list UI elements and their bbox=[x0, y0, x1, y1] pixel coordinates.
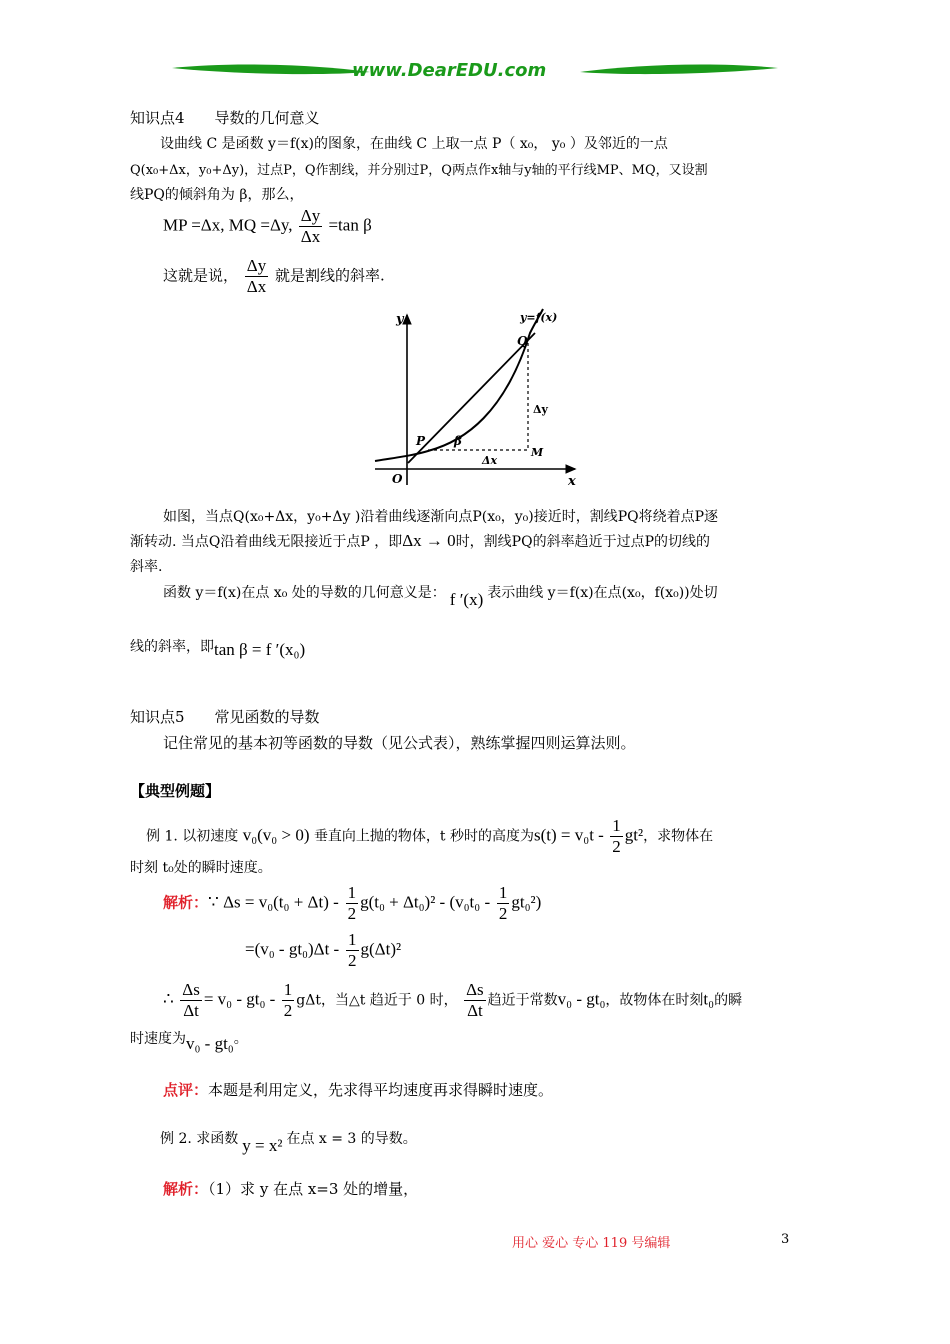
sol2-a: =(v₀ - gt₀)Δt - bbox=[245, 939, 340, 959]
say-suffix: 就是割线的斜率. bbox=[275, 266, 385, 285]
line5-a: 线的斜率，即 bbox=[130, 639, 214, 655]
sol3-a: ∴ bbox=[163, 989, 174, 1009]
ex1-a: 例 1. 以初速度 bbox=[146, 828, 239, 845]
sol3-t0: t₀ bbox=[703, 989, 715, 1009]
kp4-p1-line2: Q(x₀+Δx，y₀+Δy)，过点P，Q作割线，并分别过P，Q两点作x轴与y轴的平行线MP、MQ，又设割 bbox=[130, 163, 708, 178]
delta-y-label: Δy bbox=[533, 403, 548, 416]
ex2-sol bbox=[163, 1178, 418, 1199]
sol4-a: 时速度为 bbox=[130, 1031, 186, 1047]
sol3-den2: Δt bbox=[467, 1001, 483, 1020]
formula-num: Δy bbox=[300, 206, 321, 225]
ex2-line1 bbox=[160, 1128, 417, 1155]
ex1-sol-label: 解析： bbox=[163, 893, 209, 912]
ex1-math1: v₀(v₀ > 0) bbox=[242, 825, 310, 845]
sol3-e: ，故物体在时刻 bbox=[605, 992, 704, 1009]
ex2-sol-label: 解析： bbox=[163, 1180, 209, 1198]
sol1-half2: $\frac{1}{2}$ bbox=[498, 883, 508, 923]
footer-text: 用心 爱心 专心 119 号编辑 bbox=[512, 1236, 671, 1251]
say-prefix: 这就是说， bbox=[163, 266, 239, 285]
secant-figure bbox=[370, 303, 585, 493]
say-fraction bbox=[245, 256, 268, 297]
header-site: www.DearEDU.com bbox=[352, 60, 547, 81]
kp4b-line2 bbox=[130, 531, 710, 551]
ex1-sol2 bbox=[245, 930, 401, 971]
point-m-label: M bbox=[531, 446, 544, 459]
examples-header: 【典型例题】 bbox=[130, 782, 221, 800]
ex1-line2: 时刻 t₀处的瞬时速度。 bbox=[130, 860, 272, 876]
x-axis-label: x bbox=[568, 474, 576, 489]
sol1-b: g(t₀ + Δt₀)² - (v₀t₀ - bbox=[360, 892, 491, 912]
kp4b-line5 bbox=[130, 636, 306, 659]
origin-label: O bbox=[392, 472, 403, 486]
line4-math: f ′(x) bbox=[449, 590, 484, 609]
ex1-b: 垂直向上抛的物体，t 秒时的高度为 bbox=[313, 828, 535, 845]
kp4-p1-line3: 线PQ的倾斜角为 β，那么， bbox=[130, 187, 304, 203]
ex2-sol-text: （1）求 y 在点 x=3 处的增量， bbox=[208, 1180, 419, 1198]
secant-line bbox=[408, 333, 535, 463]
ex1-sol4 bbox=[130, 1028, 248, 1053]
sol3-den: Δt bbox=[183, 1001, 199, 1020]
formula-prefix: MP =Δx, MQ =Δy, bbox=[163, 215, 293, 235]
comment-text: 本题是利用定义，先求得平均速度再求得瞬时速度。 bbox=[208, 1081, 554, 1099]
kp5-text: 记住常见的基本初等函数的导数（见公式表），熟练掌握四则运算法则。 bbox=[163, 734, 636, 752]
sol3-d: 趋近于常数 bbox=[487, 992, 558, 1009]
page-number: 3 bbox=[781, 1232, 790, 1247]
sol3-num: Δs bbox=[182, 980, 200, 999]
sol2-b: g(Δt)² bbox=[360, 939, 402, 959]
line2-b: 时，割线PQ的斜率趋近于过点P的切线的 bbox=[455, 534, 711, 550]
sol3-num2: Δs bbox=[466, 980, 484, 999]
kp4-say bbox=[163, 256, 385, 297]
formula-suffix: =tan β bbox=[328, 215, 372, 235]
say-num: Δy bbox=[246, 256, 267, 275]
line2-math: Δx → 0 bbox=[402, 531, 456, 550]
sol1-c: gt₀²) bbox=[511, 892, 542, 912]
ex1-comment bbox=[163, 1079, 553, 1100]
sol3-c: gΔt，当△t 趋近于 0 时， bbox=[296, 992, 458, 1009]
right-swoosh bbox=[580, 65, 778, 75]
kp4-formula bbox=[163, 206, 372, 247]
ex2-math: y = x² bbox=[242, 1136, 283, 1155]
sol1-a: ∵ Δs = v₀(t₀ + Δt) - bbox=[208, 892, 339, 912]
formula-fraction bbox=[299, 206, 322, 247]
left-swoosh bbox=[172, 65, 370, 75]
sol3-frac2 bbox=[464, 980, 486, 1021]
sol3-b: = v₀ - gt₀ - bbox=[203, 989, 276, 1009]
sol3-math: v₀ - gt₀ bbox=[557, 989, 606, 1009]
kp4b-line4 bbox=[163, 582, 718, 609]
say-den: Δx bbox=[246, 277, 267, 296]
curve-label: y=f(x) bbox=[520, 311, 558, 324]
formula-den: Δx bbox=[300, 227, 321, 246]
sol3-f: 的瞬 bbox=[714, 992, 743, 1009]
point-p-label: P bbox=[416, 434, 426, 448]
sol3-half: $\frac{1}{2}$ bbox=[283, 980, 293, 1020]
kp4b-line3: 斜率. bbox=[130, 559, 163, 575]
y-axis-label: y bbox=[396, 312, 404, 327]
kp5-title: 知识点5 常见函数的导数 bbox=[130, 708, 320, 726]
ex1-half bbox=[610, 816, 623, 857]
ex1-sol3 bbox=[163, 980, 742, 1021]
sol1-half1: $\frac{1}{2}$ bbox=[347, 883, 357, 923]
sol2-half: $\frac{1}{2}$ bbox=[348, 930, 357, 970]
ex1-c: ，求物体在 bbox=[643, 828, 714, 845]
delta-x-label: Δx bbox=[482, 454, 498, 467]
ex1-half-num: 1 bbox=[612, 816, 621, 835]
ex1-sol1 bbox=[163, 883, 541, 924]
ex2-a: 例 2. 求函数 bbox=[160, 1131, 239, 1147]
beta-label: β bbox=[454, 434, 462, 448]
ex1-math2b: gt² bbox=[624, 825, 644, 845]
point-q-label: Q bbox=[517, 334, 528, 348]
ex1-half-den: 2 bbox=[612, 837, 621, 856]
sol4-b: 。 bbox=[233, 1031, 248, 1047]
ex2-b: 在点 x = 3 的导数。 bbox=[286, 1131, 417, 1147]
kp4-p1-line1: 设曲线 C 是函数 y＝f(x)的图象，在曲线 C 上取一点 P（ x₀， y₀ ）及邻近的一点 bbox=[160, 136, 668, 152]
line4-b: 表示曲线 y＝f(x)在点(x₀，f(x₀))处切 bbox=[487, 585, 718, 601]
comment-label: 点评： bbox=[163, 1081, 209, 1099]
line4-a: 函数 y＝f(x)在点 x₀ 处的导数的几何意义是： bbox=[163, 585, 446, 601]
ex1-math2a: s(t) = v₀t - bbox=[534, 825, 604, 845]
kp4b-line1: 如图，当点Q(x₀+Δx，y₀+Δy )沿着曲线逐渐向点P(x₀，y₀)接近时，割线PQ将绕着点P逐 bbox=[163, 509, 719, 525]
line2-a: 渐转动. 当点Q沿着曲线无限接近于点P ，即 bbox=[130, 534, 403, 550]
sol3-frac1 bbox=[180, 980, 202, 1021]
sol4-math: v₀ - gt₀ bbox=[186, 1034, 234, 1053]
ex1-line1 bbox=[146, 816, 713, 857]
line5-math: tan β = f ′(x₀) bbox=[214, 640, 306, 659]
kp4-title: 知识点4 导数的几何意义 bbox=[130, 109, 320, 127]
